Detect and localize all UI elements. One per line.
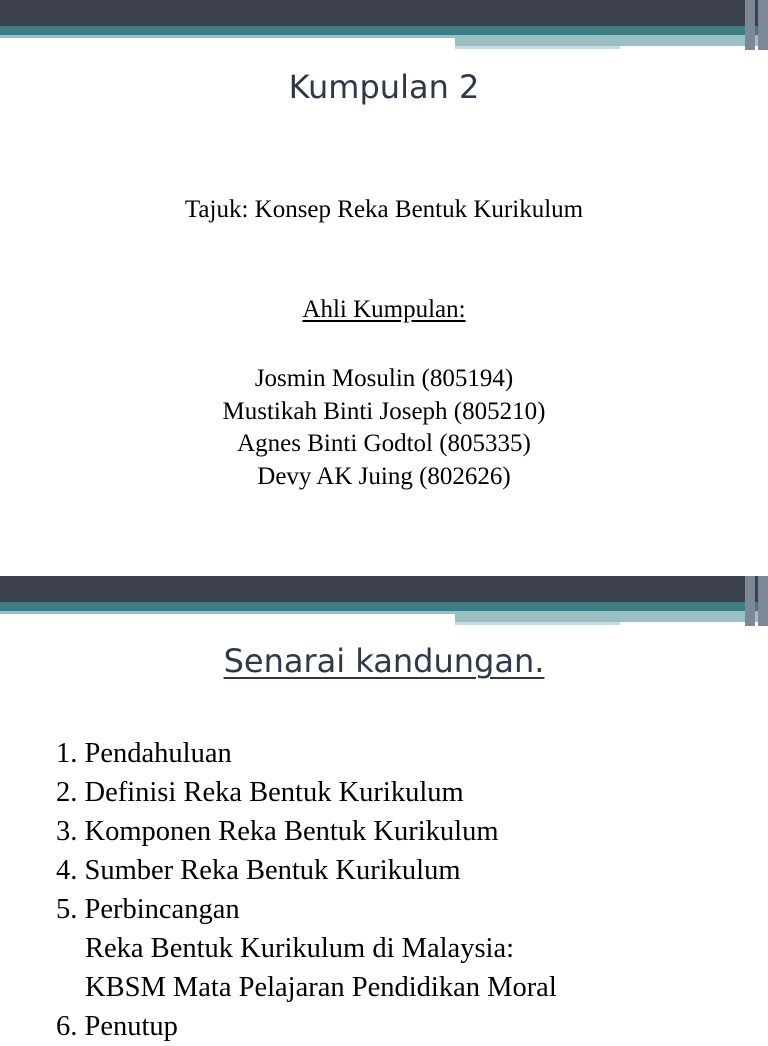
topic-line: Tajuk: Konsep Reka Bentuk Kurikulum bbox=[184, 196, 584, 223]
slide-2 bbox=[0, 576, 768, 1042]
slide-2-header-banner bbox=[0, 576, 768, 628]
toc-item: 6. Penutup bbox=[56, 1011, 178, 1042]
members-heading: Ahli Kumpulan: bbox=[302, 296, 466, 323]
slide-1-header-banner bbox=[0, 0, 768, 52]
member-item: Mustikah Binti Joseph (805210) bbox=[222, 397, 546, 425]
member-item: Josmin Mosulin (805194) bbox=[254, 365, 514, 392]
toc-sub-item: Reka Bentuk Kurikulum di Malaysia: bbox=[85, 933, 515, 964]
member-item: Agnes Binti Godtol (805335) bbox=[237, 430, 531, 457]
member-list bbox=[0, 363, 768, 493]
toc-item: 4. Sumber Reka Bentuk Kurikulum bbox=[56, 855, 461, 886]
toc-item: 2. Definisi Reka Bentuk Kurikulum bbox=[56, 777, 464, 808]
member-item: Devy AK Juing (802626) bbox=[257, 462, 511, 490]
slide-title: Senarai kandungan. bbox=[223, 642, 545, 680]
toc-item: 3. Komponen Reka Bentuk Kurikulum bbox=[56, 816, 499, 847]
slide-title: Kumpulan 2 bbox=[288, 68, 480, 106]
toc-sub-item: KBSM Mata Pelajaran Pendidikan Moral bbox=[85, 972, 557, 1003]
toc-item: 5. Perbincangan bbox=[56, 894, 240, 925]
toc-item: 1. Pendahuluan bbox=[56, 738, 232, 769]
table-of-contents bbox=[56, 734, 756, 1046]
